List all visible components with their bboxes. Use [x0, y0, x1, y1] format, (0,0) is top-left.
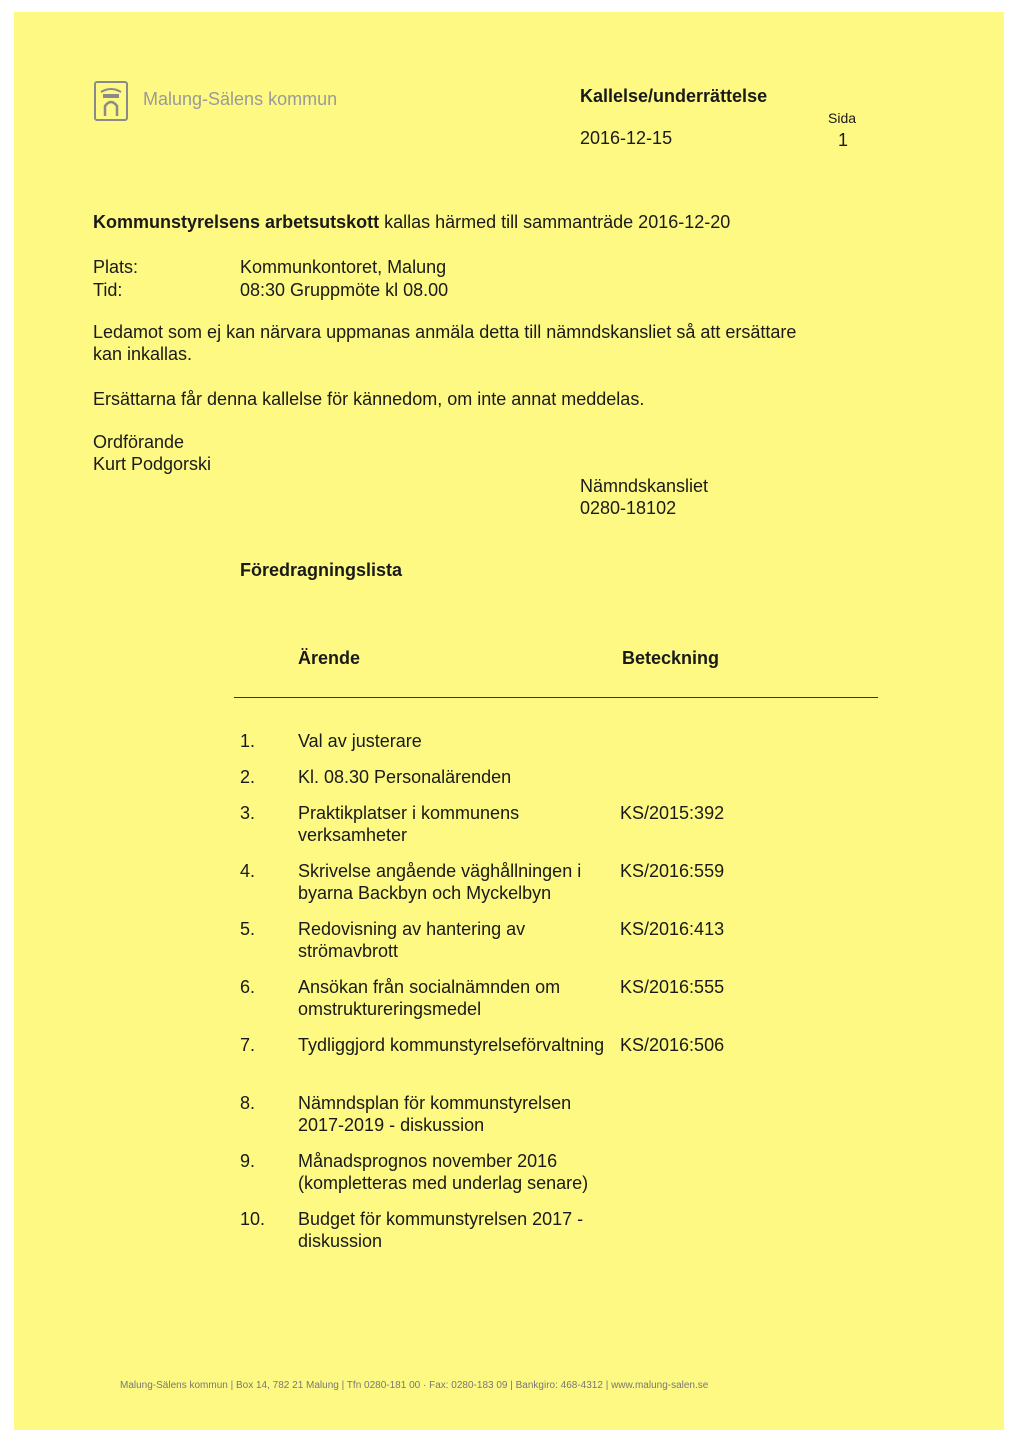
- page-footer: Malung-Sälens kommun | Box 14, 782 21 Malung | Tfn 0280-181 00 · Fax: 0280-183 09 | Bankgiro: 468-4312 | www.malung-salen.se: [120, 1380, 709, 1391]
- agenda-item-number: 10.: [240, 1209, 266, 1229]
- agenda-item-title: Budget för kommunstyrelsen 2017 - diskussion: [298, 1209, 584, 1251]
- time-value: 08:30 Gruppmöte kl 08.00: [240, 280, 449, 300]
- agenda-item-title: Redovisning av hantering av strömavbrott: [298, 919, 526, 961]
- absence-notice-line2: kan inkallas.: [93, 344, 193, 364]
- agenda-item: [240, 1034, 840, 1082]
- agenda-header-divider: [234, 697, 878, 698]
- agenda-item-reference: KS/2016:555: [620, 977, 725, 997]
- document-type: Kallelse/underrättelse: [580, 86, 768, 106]
- organization-name: Malung-Sälens kommun: [143, 89, 338, 109]
- agenda-item-reference: KS/2016:506: [620, 1035, 725, 1055]
- place-label: Plats:: [93, 257, 139, 277]
- agenda-item-title: Tydliggjord kommunstyrelseförvaltning: [298, 1035, 605, 1055]
- agenda-item: [240, 730, 840, 756]
- agenda-item: [240, 766, 840, 792]
- page-number: 1: [838, 130, 849, 150]
- agenda-item: [240, 860, 840, 908]
- agenda-title: Föredragningslista: [240, 560, 403, 580]
- office-phone: 0280-18102: [580, 498, 677, 518]
- agenda-item-title: Månadsprognos november 2016 (kompletteras med underlag senare): [298, 1151, 589, 1193]
- agenda-item-number: 3.: [240, 803, 256, 823]
- agenda-item-number: 9.: [240, 1151, 256, 1171]
- agenda-item-title: Praktikplatser i kommunens verksamheter: [298, 803, 520, 845]
- agenda-item-number: 2.: [240, 767, 256, 787]
- agenda-item-number: 4.: [240, 861, 256, 881]
- agenda-item-title: Skrivelse angående väghållningen i byarna Backbyn och Myckelbyn: [298, 861, 582, 903]
- agenda-item-reference: KS/2015:392: [620, 803, 725, 823]
- committee-name: Kommunstyrelsens arbetsutskott: [93, 212, 380, 232]
- office-name: Nämndskansliet: [580, 476, 709, 496]
- agenda-item: [240, 1092, 840, 1140]
- place-value: Kommunkontoret, Malung: [240, 257, 447, 277]
- time-label: Tid:: [93, 280, 123, 300]
- agenda-item: [240, 1208, 840, 1256]
- page-label: Sida: [828, 110, 857, 126]
- document-date: 2016-12-15: [580, 128, 673, 148]
- agenda-item: [240, 918, 840, 966]
- agenda-item-reference: KS/2016:413: [620, 919, 725, 939]
- agenda-item: [240, 976, 840, 1024]
- absence-notice-line1: Ledamot som ej kan närvara uppmanas anmäla detta till nämndskansliet så att ersättare: [93, 322, 797, 342]
- municipal-crest-icon: [93, 80, 129, 122]
- agenda-item-number: 6.: [240, 977, 256, 997]
- agenda-item-reference: KS/2016:559: [620, 861, 725, 881]
- agenda-column-item: Ärende: [298, 648, 361, 668]
- chair-name: Kurt Podgorski: [93, 454, 212, 474]
- agenda-item-title: Val av justerare: [298, 731, 422, 751]
- agenda-item-number: 5.: [240, 919, 256, 939]
- invitation-text: kallas härmed till sammanträde 2016-12-20: [379, 212, 731, 232]
- agenda-item-title: Nämndsplan för kommunstyrelsen 2017-2019 - diskussion: [298, 1093, 572, 1135]
- agenda-item-title: Kl. 08.30 Personalärenden: [298, 767, 512, 787]
- meeting-invitation: [93, 212, 730, 233]
- agenda-list: [240, 730, 840, 1266]
- chair-title: Ordförande: [93, 432, 185, 452]
- agenda-item-number: 7.: [240, 1035, 256, 1055]
- substitutes-notice: Ersättarna får denna kallelse för kännedom, om inte annat meddelas.: [93, 389, 645, 409]
- agenda-item-number: 1.: [240, 731, 256, 751]
- agenda-item-number: 8.: [240, 1093, 256, 1113]
- agenda-column-reference: Beteckning: [622, 648, 720, 668]
- agenda-item-title: Ansökan från socialnämnden om omstruktureringsmedel: [298, 977, 561, 1019]
- agenda-item: [240, 802, 840, 850]
- agenda-item: [240, 1150, 840, 1198]
